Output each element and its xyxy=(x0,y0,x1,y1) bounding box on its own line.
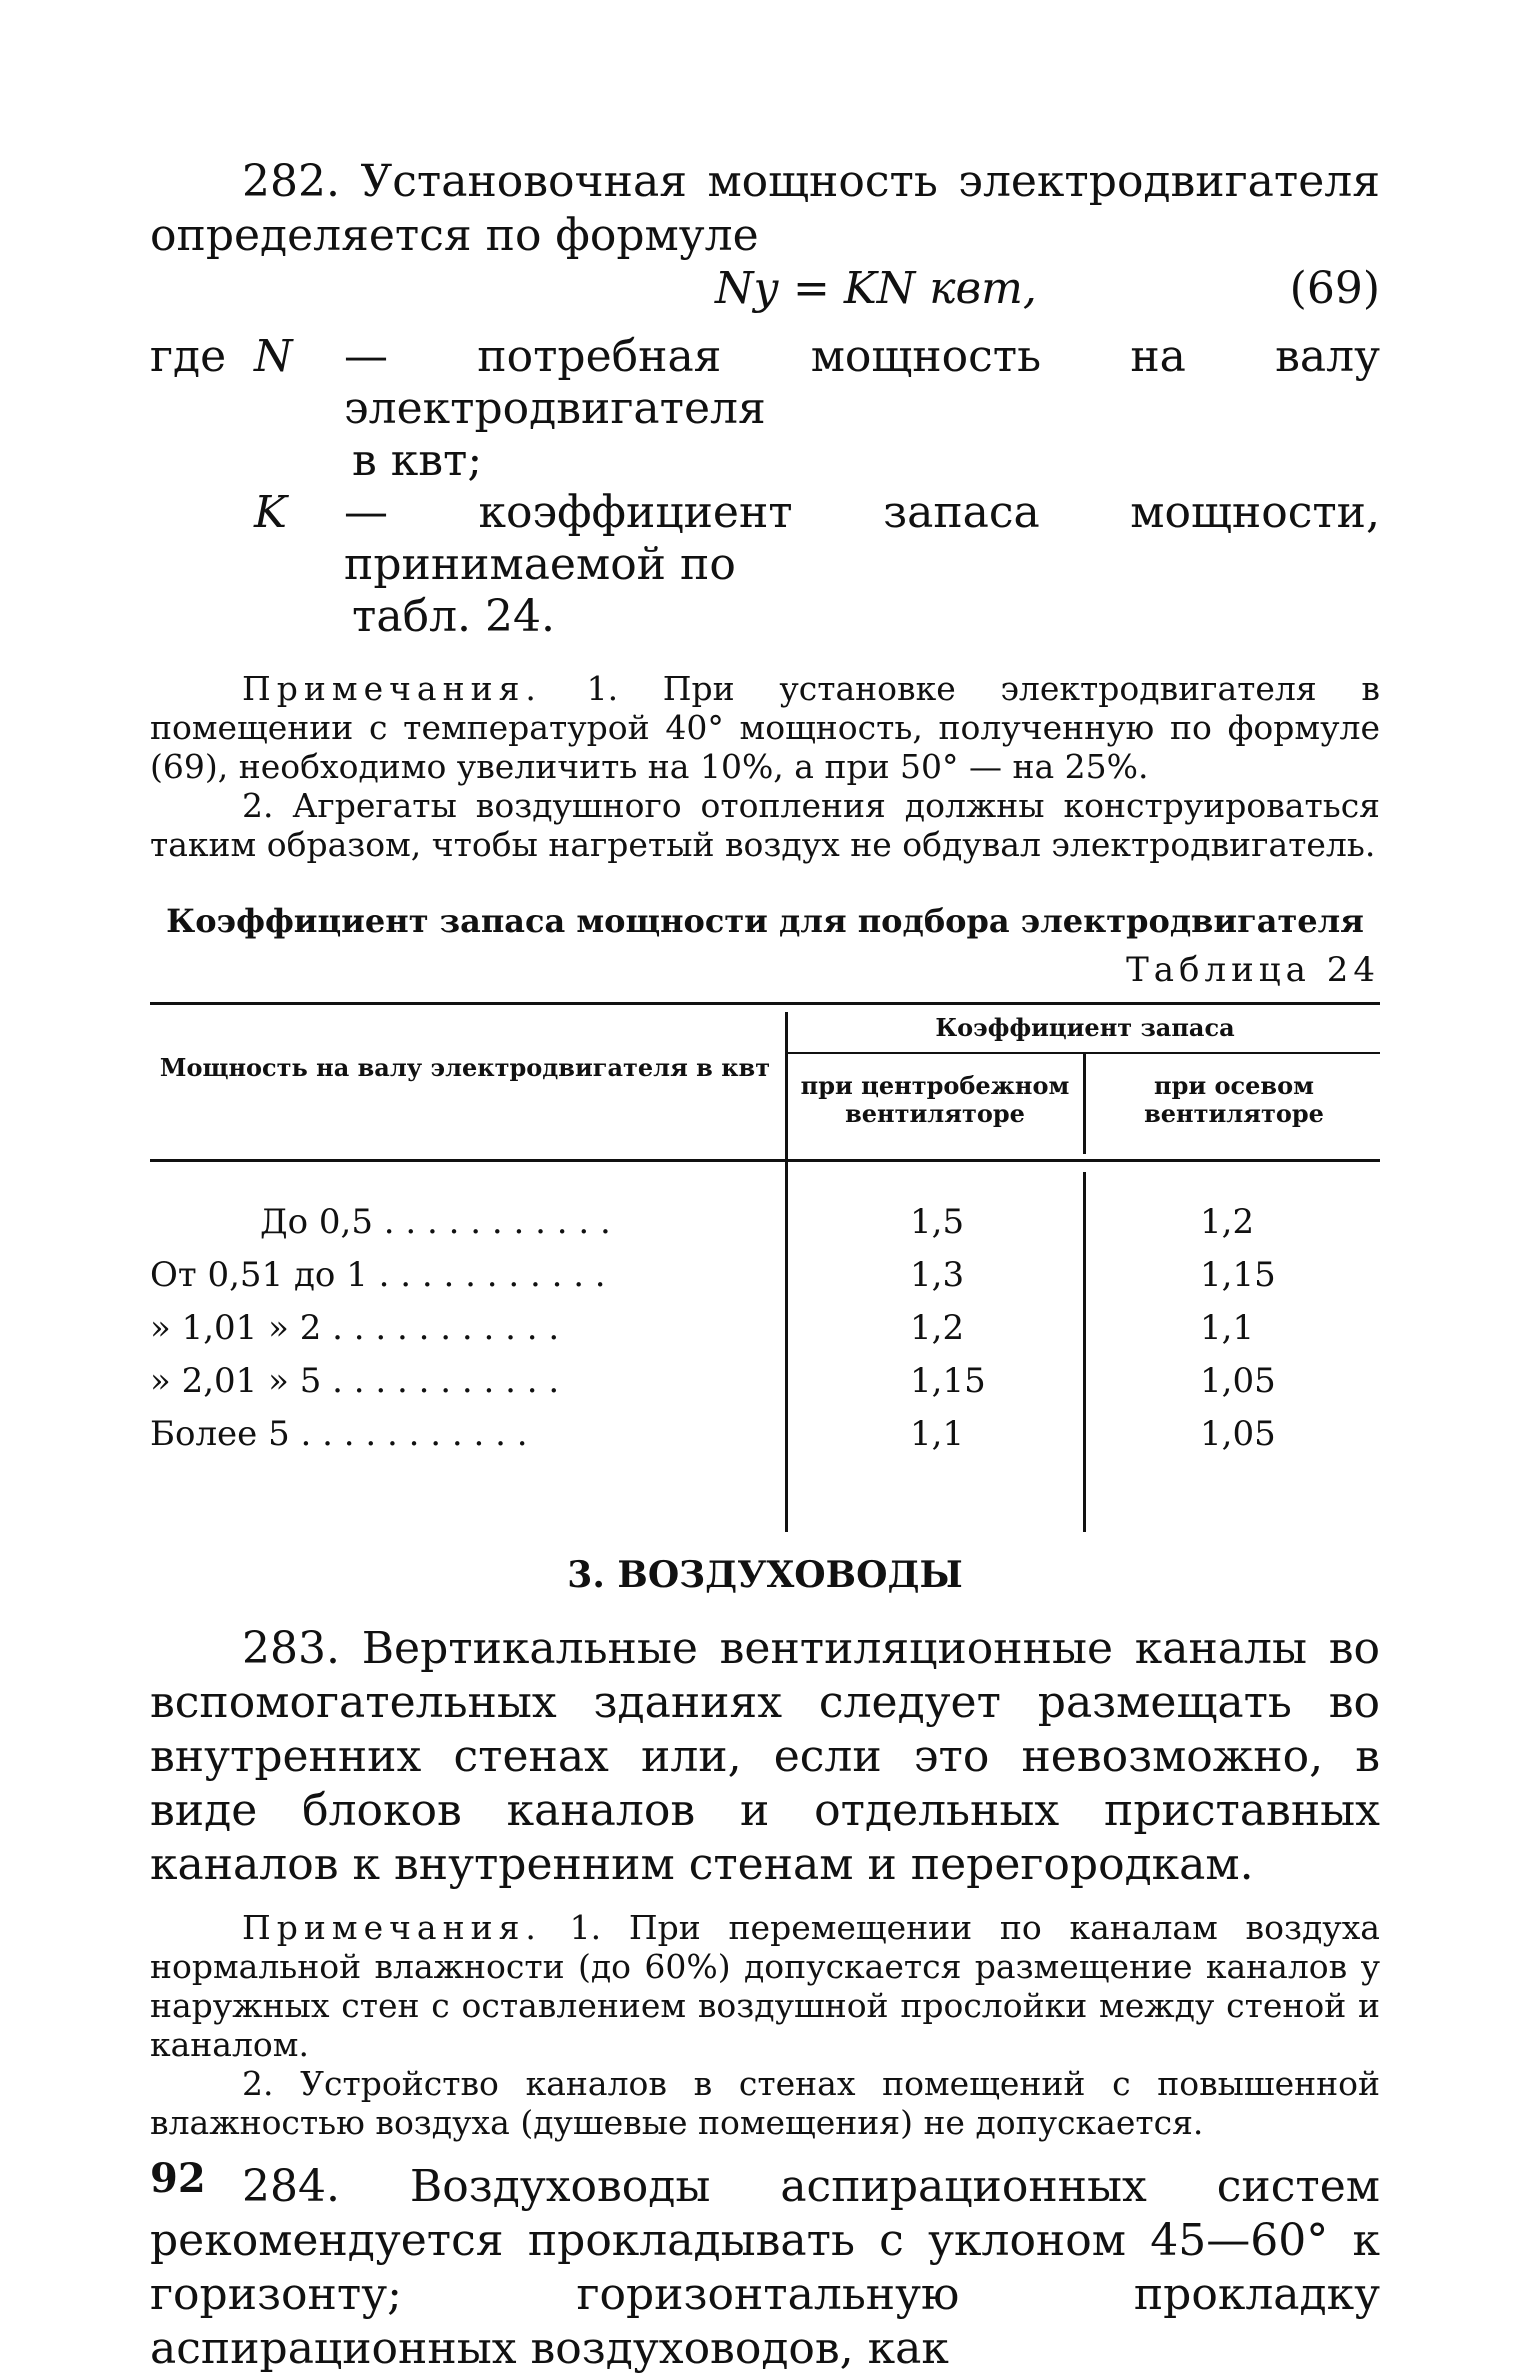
paragraph-282: 282. Установочная мощность электродвигателя определяется по формуле xyxy=(150,156,1380,261)
row-axial: 1,15 xyxy=(1200,1255,1276,1295)
note-2: 2. Устройство каналов в стенах помещений с повышенной влажностью воздуха (душевые помещения) не допускается. xyxy=(150,2064,1380,2142)
row-axial: 1,05 xyxy=(1200,1361,1276,1401)
table-title: Коэффициент запаса мощности для подбора электродвигателя xyxy=(166,902,1364,940)
header-axial: при осевом вентиляторе xyxy=(1144,1071,1324,1128)
page-content xyxy=(150,155,1380,2376)
row-label: Более 5 . . . . . . . . . . . xyxy=(150,1414,528,1454)
row-axial: 1,2 xyxy=(1200,1202,1255,1242)
row-label: От 0,51 до 1 . . . . . . . . . . . xyxy=(150,1255,606,1295)
formula-text: Nу = KN квт, xyxy=(715,263,1037,314)
row-centrifugal: 1,2 xyxy=(910,1308,965,1348)
row-axial: 1,1 xyxy=(1200,1308,1255,1348)
symbol-n: N xyxy=(254,331,293,382)
definition-k: — коэффициент запаса мощности, принимаемой по xyxy=(344,487,1380,590)
row-label: » 2,01 » 5 . . . . . . . . . . . xyxy=(150,1361,560,1401)
formula-69 xyxy=(150,263,1380,323)
symbol-k: K xyxy=(254,487,287,538)
row-centrifugal: 1,1 xyxy=(910,1414,965,1454)
note-1: 1. При перемещении по каналам воздуха нормальной влажности (до 60%) допускается размещение каналов у наружных стен с оставлением воздушной прослойки между стеной и каналом. xyxy=(150,1908,1380,2064)
notes-label: Примечания. xyxy=(242,1908,542,1947)
row-label: » 1,01 » 2 . . . . . . . . . . . xyxy=(150,1308,560,1348)
row-label: До 0,5 . . . . . . . . . . . xyxy=(260,1202,611,1242)
definition-k-cont: табл. 24. xyxy=(352,591,555,642)
row-axial: 1,05 xyxy=(1200,1414,1276,1454)
section-heading: 3. ВОЗДУХОВОДЫ xyxy=(567,1554,963,1596)
definition-n: — потребная мощность на валу электродвигателя xyxy=(344,331,1380,434)
note-1: 1. При установке электродвигателя в помещении с температурой 40° мощность, полученную по формуле (69), необходимо увеличить на 10%, а при 50° — на 25%. xyxy=(150,669,1380,786)
header-centrifugal: при центробежном вентиляторе xyxy=(800,1071,1070,1128)
note-2: 2. Агрегаты воздушного отопления должны конструироваться таким образом, чтобы нагретый воздух не обдувал электродвигатель. xyxy=(150,786,1380,864)
paragraph-284: 284. Воздуховоды аспирационных систем рекомендуется прокладывать с уклоном 45—60° к горизонту; горизонтальную прокладку аспирационных воздуховодов, как xyxy=(150,2161,1380,2374)
header-coefficient: Коэффициент запаса xyxy=(935,1013,1235,1042)
row-centrifugal: 1,3 xyxy=(910,1255,965,1295)
coefficient-table xyxy=(150,1002,1380,1532)
row-centrifugal: 1,5 xyxy=(910,1202,965,1242)
where-label: где xyxy=(150,331,227,382)
paragraph-283: 283. Вертикальные вентиляционные каналы во вспомогательных зданиях следует размещать во внутренних стенах или, если это невозможно, в виде блоков каналов и отдельных приставных каналов к внутренним стенам и перегородкам. xyxy=(150,1623,1380,1890)
formula-number: (69) xyxy=(1289,263,1380,314)
table-number: Таблица 24 xyxy=(1126,950,1380,990)
notes-block-2 xyxy=(150,1908,1380,2142)
row-centrifugal: 1,15 xyxy=(910,1361,986,1401)
definition-n-cont: в квт; xyxy=(352,435,483,486)
page-number: 92 xyxy=(150,2155,206,2202)
notes-label: Примечания. xyxy=(242,669,542,708)
header-power: Мощность на валу электродвигателя в квт xyxy=(159,1053,771,1082)
notes-block-1 xyxy=(150,669,1380,864)
definitions xyxy=(150,331,1380,643)
